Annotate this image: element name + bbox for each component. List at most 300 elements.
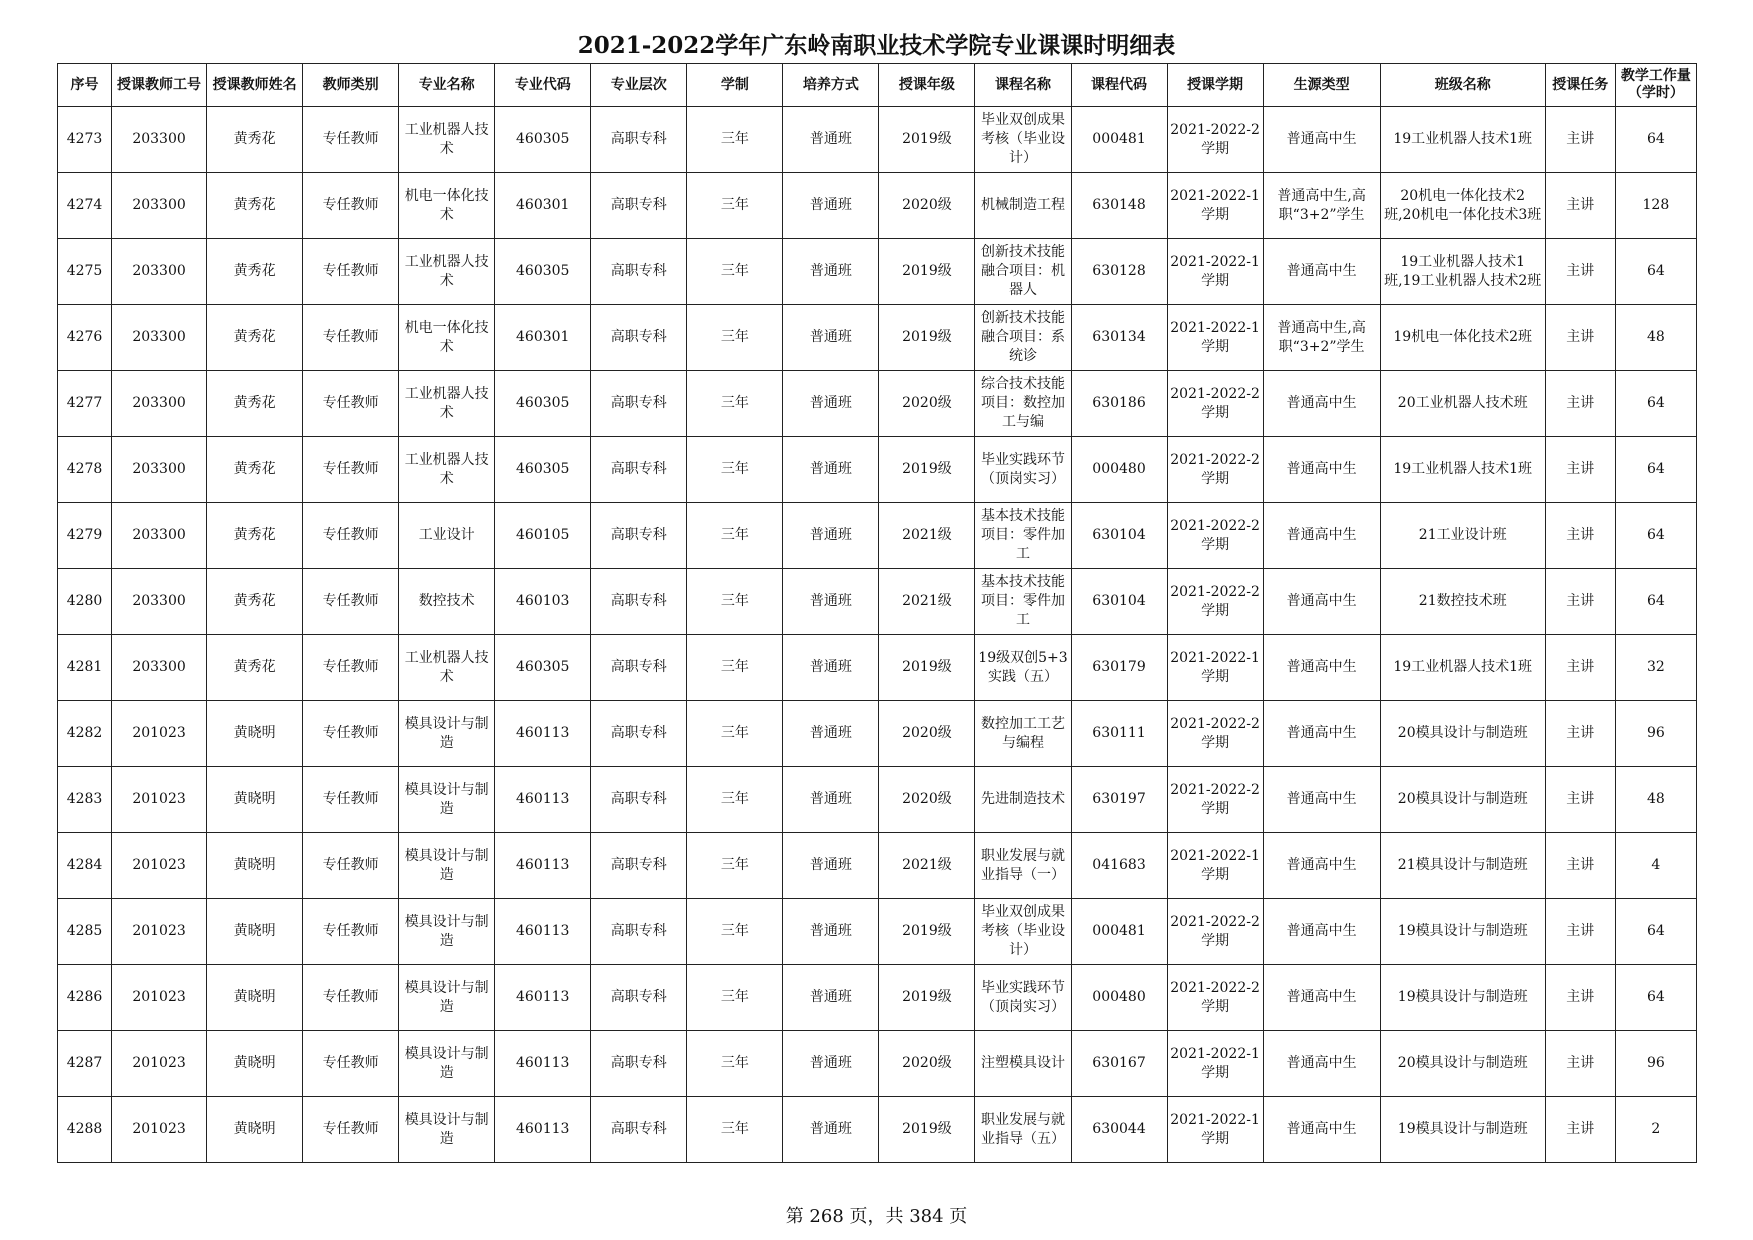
table-cell <box>879 701 975 767</box>
cell-text: 201023 <box>132 989 186 1005</box>
cell-text: 64 <box>1646 527 1665 543</box>
table-cell <box>591 635 687 701</box>
cell-text: 2021-2022-2学期 <box>1170 517 1260 553</box>
table-cell <box>303 635 399 701</box>
cell-text: 普通班 <box>809 923 852 939</box>
table-cell <box>112 1097 207 1163</box>
table-cell <box>1167 371 1263 437</box>
table-cell <box>1167 965 1263 1031</box>
table-cell <box>879 173 975 239</box>
table-cell <box>591 569 687 635</box>
table-cell <box>495 437 591 503</box>
cell-text: 黄晓明 <box>233 923 276 939</box>
cell-text: 普通班 <box>809 527 852 543</box>
cell-text: 机电一体化技术 <box>404 319 489 355</box>
table-cell <box>495 635 591 701</box>
cell-text: 2020级 <box>902 1055 952 1071</box>
cell-text: 630111 <box>1092 725 1146 741</box>
table-cell <box>1071 239 1167 305</box>
cell-text: 96 <box>1646 725 1665 741</box>
cell-text: 专任教师 <box>322 659 379 675</box>
cell-text: 三年 <box>720 1055 749 1071</box>
cell-text: 20机电一体化技术2班,20机电一体化技术3班 <box>1384 187 1542 223</box>
table-cell <box>879 107 975 173</box>
table-cell <box>1071 437 1167 503</box>
table-cell <box>303 173 399 239</box>
cell-text: 高职专科 <box>610 329 667 345</box>
table-cell <box>1615 701 1696 767</box>
table-cell <box>207 767 303 833</box>
table-cell <box>1545 1097 1615 1163</box>
cell-text: 4282 <box>66 725 103 741</box>
table-cell <box>1167 767 1263 833</box>
table-row <box>58 305 1697 371</box>
cell-text: 2021-2022-2学期 <box>1170 781 1260 817</box>
table-cell <box>1167 833 1263 899</box>
table-cell <box>112 173 207 239</box>
cell-text: 2021-2022-2学期 <box>1170 121 1260 157</box>
cell-text: 128 <box>1642 197 1670 213</box>
cell-text: 专任教师 <box>322 263 379 279</box>
page-title: 2021-2022学年广东岭南职业技术学院专业课课时明细表 <box>577 32 1176 59</box>
cell-text: 黄秀花 <box>233 593 276 609</box>
cell-text: 普通高中生 <box>1286 263 1357 279</box>
table-cell <box>303 107 399 173</box>
column-header: 生源类型 <box>1263 64 1380 107</box>
cell-text: 4277 <box>66 395 103 411</box>
table-cell <box>399 701 495 767</box>
table-cell <box>1380 569 1545 635</box>
cell-text: 630179 <box>1092 659 1146 675</box>
table-cell <box>591 1097 687 1163</box>
cell-text: 普通高中生 <box>1286 131 1357 147</box>
cell-text: 64 <box>1646 923 1665 939</box>
column-header: 序号 <box>58 64 112 107</box>
cell-text: 专任教师 <box>322 131 379 147</box>
table-cell <box>687 635 783 701</box>
table-cell <box>1263 437 1380 503</box>
cell-text: 主讲 <box>1566 131 1595 147</box>
table-cell <box>303 239 399 305</box>
cell-text: 普通班 <box>809 1121 852 1137</box>
table-cell <box>58 1097 112 1163</box>
cell-text: 模具设计与制造 <box>404 1045 489 1081</box>
table-cell <box>207 305 303 371</box>
table-cell <box>207 635 303 701</box>
cell-text: 普通班 <box>809 791 852 807</box>
cell-text: 201023 <box>132 791 186 807</box>
cell-text: 203300 <box>132 461 186 477</box>
cell-text: 2021-2022-1学期 <box>1170 253 1260 289</box>
cell-text: 203300 <box>132 659 186 675</box>
table-cell <box>687 437 783 503</box>
table-cell <box>879 1031 975 1097</box>
cell-text: 毕业双创成果考核（毕业设计） <box>980 112 1065 166</box>
cell-text: 630186 <box>1092 395 1146 411</box>
table-cell <box>1167 1097 1263 1163</box>
cell-text: 460305 <box>516 395 570 411</box>
table-cell <box>975 173 1071 239</box>
table-cell <box>1167 569 1263 635</box>
table-row <box>58 1097 1697 1163</box>
cell-text: 64 <box>1646 461 1665 477</box>
table-cell <box>1263 965 1380 1031</box>
cell-text: 201023 <box>132 1121 186 1137</box>
table-cell <box>687 833 783 899</box>
table-cell <box>1071 1097 1167 1163</box>
cell-text: 模具设计与制造 <box>404 781 489 817</box>
table-cell <box>399 305 495 371</box>
table-row <box>58 767 1697 833</box>
table-cell <box>399 173 495 239</box>
cell-text: 机电一体化技术 <box>404 187 489 223</box>
table-cell <box>399 833 495 899</box>
table-cell <box>1263 239 1380 305</box>
table-cell <box>495 305 591 371</box>
table-cell <box>399 965 495 1031</box>
cell-text: 高职专科 <box>610 989 667 1005</box>
cell-text: 高职专科 <box>610 395 667 411</box>
cell-text: 000481 <box>1092 131 1146 147</box>
table-cell <box>1545 107 1615 173</box>
table-cell <box>1380 107 1545 173</box>
cell-text: 460305 <box>516 131 570 147</box>
cell-text: 2019级 <box>902 263 952 279</box>
table-cell <box>303 701 399 767</box>
cell-text: 普通班 <box>809 989 852 1005</box>
table-cell <box>495 701 591 767</box>
cell-text: 203300 <box>132 329 186 345</box>
table-cell <box>591 107 687 173</box>
cell-text: 2021级 <box>902 857 952 873</box>
cell-text: 职业发展与就业指导（五） <box>980 1111 1065 1147</box>
cell-text: 4278 <box>66 461 103 477</box>
table-cell <box>1380 701 1545 767</box>
table-cell <box>1615 239 1696 305</box>
table-cell <box>112 833 207 899</box>
cell-text: 630167 <box>1092 1055 1146 1071</box>
table-cell <box>303 437 399 503</box>
table-row <box>58 701 1697 767</box>
table-cell <box>687 305 783 371</box>
cell-text: 模具设计与制造 <box>404 979 489 1015</box>
table-cell <box>1380 437 1545 503</box>
cell-text: 2019级 <box>902 461 952 477</box>
column-header: 授课教师工号 <box>112 64 207 107</box>
table-cell <box>303 371 399 437</box>
table-cell <box>1071 833 1167 899</box>
table-cell <box>207 701 303 767</box>
cell-text: 普通班 <box>809 857 852 873</box>
table-cell <box>1071 965 1167 1031</box>
cell-text: 高职专科 <box>610 923 667 939</box>
cell-text: 19工业机器人技术1班 <box>1393 461 1533 477</box>
table-row <box>58 107 1697 173</box>
table-cell <box>879 767 975 833</box>
cell-text: 64 <box>1646 263 1665 279</box>
cell-text: 460113 <box>516 1121 570 1137</box>
table-cell <box>112 437 207 503</box>
cell-text: 黄晓明 <box>233 725 276 741</box>
table-cell <box>58 1031 112 1097</box>
cell-text: 高职专科 <box>610 1055 667 1071</box>
table-cell <box>1263 173 1380 239</box>
cell-text: 工业机器人技术 <box>404 253 489 289</box>
table-cell <box>495 503 591 569</box>
table-cell <box>112 635 207 701</box>
table-cell <box>58 371 112 437</box>
cell-text: 21工业设计班 <box>1418 527 1507 543</box>
table-cell <box>1545 503 1615 569</box>
cell-text: 主讲 <box>1566 263 1595 279</box>
cell-text: 4283 <box>66 791 103 807</box>
table-cell <box>783 239 879 305</box>
table-cell <box>1071 503 1167 569</box>
cell-text: 48 <box>1646 791 1665 807</box>
table-cell <box>975 239 1071 305</box>
cell-text: 2019级 <box>902 131 952 147</box>
table-cell <box>495 239 591 305</box>
table-cell <box>1615 1097 1696 1163</box>
table-row <box>58 569 1697 635</box>
table-cell <box>112 107 207 173</box>
table-cell <box>112 767 207 833</box>
table-row <box>58 1031 1697 1097</box>
table-cell <box>1380 767 1545 833</box>
cell-text: 2020级 <box>902 791 952 807</box>
cell-text: 主讲 <box>1566 197 1595 213</box>
cell-text: 2021-2022-1学期 <box>1170 649 1260 685</box>
cell-text: 4285 <box>66 923 103 939</box>
table-cell <box>207 569 303 635</box>
table-cell <box>783 767 879 833</box>
column-header: 授课教师姓名 <box>207 64 303 107</box>
table-cell <box>1263 503 1380 569</box>
cell-text: 模具设计与制造 <box>404 847 489 883</box>
table-row <box>58 239 1697 305</box>
cell-text: 高职专科 <box>610 857 667 873</box>
cell-text: 黄秀花 <box>233 131 276 147</box>
table-cell <box>112 305 207 371</box>
table-cell <box>207 371 303 437</box>
table-cell <box>399 107 495 173</box>
table-cell <box>783 833 879 899</box>
table-cell <box>399 767 495 833</box>
cell-text: 4286 <box>66 989 103 1005</box>
cell-text: 工业机器人技术 <box>404 649 489 685</box>
column-header: 授课年级 <box>879 64 975 107</box>
table-cell <box>591 239 687 305</box>
cell-text: 专任教师 <box>322 857 379 873</box>
cell-text: 普通高中生 <box>1286 659 1357 675</box>
table-cell <box>112 371 207 437</box>
cell-text: 高职专科 <box>610 263 667 279</box>
cell-text: 普通班 <box>809 593 852 609</box>
table-cell <box>783 371 879 437</box>
cell-text: 主讲 <box>1566 329 1595 345</box>
cell-text: 高职专科 <box>610 791 667 807</box>
cell-text: 4288 <box>66 1121 103 1137</box>
table-cell <box>783 173 879 239</box>
cell-text: 模具设计与制造 <box>404 715 489 751</box>
cell-text: 主讲 <box>1566 923 1595 939</box>
table-cell <box>303 1097 399 1163</box>
table-cell <box>879 503 975 569</box>
cell-text: 基本技术技能项目：零件加工 <box>980 574 1065 628</box>
table-cell <box>879 239 975 305</box>
cell-text: 黄晓明 <box>233 1121 276 1137</box>
cell-text: 000480 <box>1092 989 1146 1005</box>
table-cell <box>975 965 1071 1031</box>
cell-text: 460113 <box>516 791 570 807</box>
table-cell <box>207 1097 303 1163</box>
table-cell <box>495 173 591 239</box>
cell-text: 创新技术技能融合项目：机器人 <box>980 244 1065 298</box>
cell-text: 2019级 <box>902 989 952 1005</box>
cell-text: 201023 <box>132 1055 186 1071</box>
column-header: 班级名称 <box>1380 64 1545 107</box>
table-cell <box>58 503 112 569</box>
cell-text: 普通高中生 <box>1286 395 1357 411</box>
cell-text: 专任教师 <box>322 725 379 741</box>
cell-text: 注塑模具设计 <box>980 1055 1065 1071</box>
table-cell <box>207 833 303 899</box>
table-cell <box>1615 767 1696 833</box>
cell-text: 黄晓明 <box>233 857 276 873</box>
table-cell <box>303 1031 399 1097</box>
cell-text: 普通班 <box>809 1055 852 1071</box>
table-cell <box>112 1031 207 1097</box>
table-cell <box>783 701 879 767</box>
cell-text: 高职专科 <box>610 527 667 543</box>
cell-text: 203300 <box>132 395 186 411</box>
cell-text: 三年 <box>720 791 749 807</box>
column-header: 专业代码 <box>495 64 591 107</box>
cell-text: 黄晓明 <box>233 791 276 807</box>
table-row <box>58 503 1697 569</box>
cell-text: 2021级 <box>902 593 952 609</box>
cell-text: 19工业机器人技术1班 <box>1393 131 1533 147</box>
cell-text: 460113 <box>516 725 570 741</box>
cell-text: 203300 <box>132 527 186 543</box>
table-cell <box>1545 569 1615 635</box>
table-cell <box>303 503 399 569</box>
table-cell <box>1545 305 1615 371</box>
table-cell <box>1071 1031 1167 1097</box>
table-cell <box>112 701 207 767</box>
table-cell <box>303 899 399 965</box>
cell-text: 普通班 <box>809 197 852 213</box>
table-cell <box>591 767 687 833</box>
table-cell <box>58 899 112 965</box>
cell-text: 主讲 <box>1566 989 1595 1005</box>
cell-text: 000481 <box>1092 923 1146 939</box>
cell-text: 主讲 <box>1566 395 1595 411</box>
cell-text: 普通高中生 <box>1286 725 1357 741</box>
table-cell <box>303 569 399 635</box>
table-cell <box>1380 371 1545 437</box>
table-cell <box>1615 371 1696 437</box>
table-cell <box>783 1031 879 1097</box>
cell-text: 模具设计与制造 <box>404 913 489 949</box>
table-cell <box>1071 371 1167 437</box>
table-cell <box>783 1097 879 1163</box>
table-cell <box>1545 701 1615 767</box>
cell-text: 三年 <box>720 1121 749 1137</box>
cell-text: 2021级 <box>902 527 952 543</box>
cell-text: 毕业实践环节（顶岗实习） <box>980 979 1065 1015</box>
cell-text: 普通班 <box>809 329 852 345</box>
column-header: 课程代码 <box>1071 64 1167 107</box>
cell-text: 黄秀花 <box>233 527 276 543</box>
cell-text: 630104 <box>1092 593 1146 609</box>
cell-text: 黄晓明 <box>233 1055 276 1071</box>
table-cell <box>1263 635 1380 701</box>
table-cell <box>58 767 112 833</box>
cell-text: 460113 <box>516 857 570 873</box>
cell-text: 毕业实践环节（顶岗实习） <box>980 451 1065 487</box>
cell-text: 630128 <box>1092 263 1146 279</box>
cell-text: 96 <box>1646 1055 1665 1071</box>
cell-text: 普通班 <box>809 263 852 279</box>
cell-text: 4287 <box>66 1055 103 1071</box>
cell-text: 黄晓明 <box>233 989 276 1005</box>
cell-text: 48 <box>1646 329 1665 345</box>
cell-text: 专任教师 <box>322 527 379 543</box>
table-cell <box>495 899 591 965</box>
table-cell <box>303 965 399 1031</box>
table-cell <box>783 965 879 1031</box>
cell-text: 630104 <box>1092 527 1146 543</box>
table-cell <box>783 569 879 635</box>
table-cell <box>879 965 975 1031</box>
cell-text: 64 <box>1646 989 1665 1005</box>
table-cell <box>1545 767 1615 833</box>
table-cell <box>399 1031 495 1097</box>
cell-text: 黄秀花 <box>233 329 276 345</box>
cell-text: 工业机器人技术 <box>404 385 489 421</box>
cell-text: 黄秀花 <box>233 395 276 411</box>
cell-text: 高职专科 <box>610 1121 667 1137</box>
table-cell <box>879 305 975 371</box>
cell-text: 模具设计与制造 <box>404 1111 489 1147</box>
table-cell <box>1615 1031 1696 1097</box>
cell-text: 创新技术技能融合项目：系统诊 <box>980 310 1065 364</box>
cell-text: 64 <box>1646 131 1665 147</box>
table-cell <box>495 767 591 833</box>
table-cell <box>975 503 1071 569</box>
table-cell <box>687 239 783 305</box>
table-row <box>58 371 1697 437</box>
table-cell <box>1263 569 1380 635</box>
cell-text: 三年 <box>720 131 749 147</box>
table-cell <box>687 899 783 965</box>
cell-text: 2 <box>1651 1121 1661 1137</box>
table-cell <box>399 239 495 305</box>
table-row <box>58 965 1697 1031</box>
table-cell <box>495 371 591 437</box>
table-cell <box>1380 1031 1545 1097</box>
cell-text: 64 <box>1646 593 1665 609</box>
table-cell <box>112 965 207 1031</box>
cell-text: 2019级 <box>902 923 952 939</box>
cell-text: 普通高中生 <box>1286 1055 1357 1071</box>
cell-text: 630134 <box>1092 329 1146 345</box>
cell-text: 2020级 <box>902 725 952 741</box>
cell-text: 21数控技术班 <box>1418 593 1507 609</box>
cell-text: 普通班 <box>809 461 852 477</box>
table-cell <box>1071 305 1167 371</box>
